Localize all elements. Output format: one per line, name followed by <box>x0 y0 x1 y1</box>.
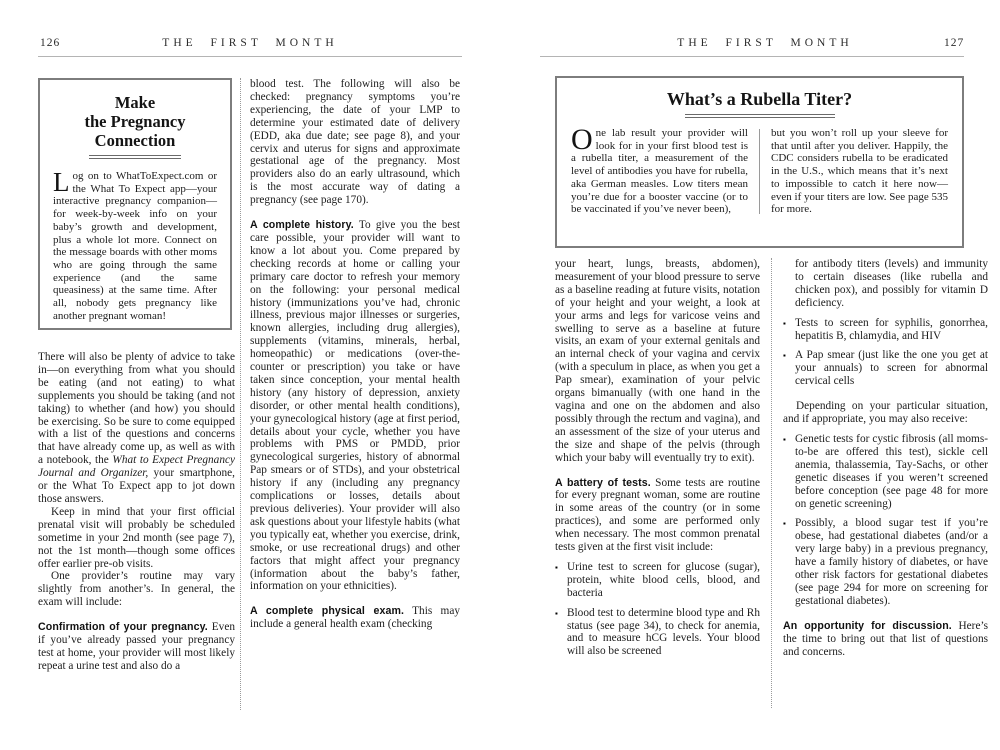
right-page-column-1 <box>555 258 760 658</box>
rubella-box-title: What’s a Rubella Titer? <box>666 89 853 109</box>
sidebar-title-line-2: the Pregnancy <box>84 112 186 131</box>
list-item-text: Possibly, a blood sugar test if you’re obese, had gestational diabetes (and/or a very large baby) in a previous pregnancy, have a family history of diabetes, or have other risk factors for gestational diabetes (see page 294 for more on screening for gestational diabetes). <box>795 517 988 607</box>
paragraph <box>38 621 235 673</box>
list-item <box>555 561 760 600</box>
run-in-heading: A complete physical exam. <box>250 605 405 618</box>
sidebar-title-line-3: Connection <box>94 131 176 150</box>
right-page-column-2 <box>783 258 988 658</box>
list-item <box>783 517 988 607</box>
paragraph-text: To give you the best care possible, your provider will want to know a lot about you. Come prepared by checking records at home or calling your primary care doctor to refresh your memory on the following: your personal medical history (immunizations you’ve had, chronic illness, previous major illnesses or surgeries, known allergies, including drug allergies), supplements (vitamins, minerals, herbal, homeopathic) or medications (over-the-counter or prescription) you take or have taken since conception, your mental health history (any history of depression, anxiety disorder, or other mental health conditions), your gynecological history (age at first period, details about your cycle, whether you have problems with PMS or PMDD, prior gynecological surgeries, history of abnormal Pap smears or of STDs), and your obstetrical history if any (including any pregnancy complications or losses, details about previous deliveries). Your provider will also ask questions about your lifestyle habits (what you typically eat, whether you exercise, drink, smoke, or use recreational drugs) and other factors that might affect your pregnancy (information about the baby’s father, information on your ethnicities). <box>250 219 460 593</box>
list-item <box>783 349 988 388</box>
paragraph: Keep in mind that your first official prenatal visit will probably be scheduled sometime in your 2nd month (see page 7), not the 1st month—though some offices offer earlier pre-ob visits. <box>38 505 235 570</box>
header-rule-left <box>38 56 462 57</box>
running-head-left: THE FIRST MONTH <box>162 37 338 49</box>
list-item <box>555 607 760 659</box>
book-title-italic: What to Expect Pregnancy Journal and Organizer, <box>38 454 235 480</box>
rubella-box-columns <box>571 123 948 216</box>
column-separator-left-page <box>240 78 241 710</box>
run-in-heading: Confirmation of your pregnancy. <box>38 621 208 634</box>
list-item <box>783 317 988 343</box>
paragraph <box>38 351 235 506</box>
title-double-rule <box>685 114 835 118</box>
paragraph <box>250 605 460 631</box>
paragraph: Depending on your particular situation, and if appropriate, you may also receive: <box>783 400 988 426</box>
paragraph-text: your smartphone, or the What To Expect app to jot down those answers. <box>38 467 235 505</box>
title-double-rule <box>89 155 181 159</box>
list-item-text: A Pap smear (just like the one you get at your annuals) to screen for abnormal cervical cells <box>795 349 988 388</box>
bullet-square-icon: ▪ <box>783 434 786 444</box>
paragraph: your heart, lungs, breasts, abdomen), measurement of your blood pressure to serve as a baseline reading at future visits, notation of your height and your weight, a look at your arms and legs for varicose veins and swelling to serve as a baseline at future visits, an exam of your external genitals and an internal check of your vagina and cervix (with a speculum in place, as when you get a Pap smear), examination of your pelvic organs bimanually (with one hand in the vagina and one on the abdomen and also possibly through the rectum and vagina), and an assessment of the size of your uterus and the size and shape of the pelvis (through which your baby will eventually try to exit). <box>555 258 760 464</box>
list-item-text: Tests to screen for syphilis, gonorrhea, hepatitis B, chlamydia, and HIV <box>795 316 988 342</box>
paragraph: One provider’s routine may vary slightly from another’s. In general, the exam will include: <box>38 570 235 609</box>
sidebar-box-title <box>53 93 217 150</box>
bullet-square-icon: ▪ <box>783 318 786 328</box>
feature-box-rubella-titer <box>555 76 964 248</box>
paragraph-continuation: for antibody titers (levels) and immunity to certain diseases (like rubella and chicken pox), and possibly for vitamin D deficiency. <box>795 258 988 309</box>
list-item-text: Genetic tests for cystic fibrosis (all moms-to-be are offered this test), sickle cell anemia, thalassemia, Tay-Sachs, or other genetic diseases if you weren’t screened before conception (see page 48 for more on genetic screening) <box>795 432 988 510</box>
run-in-heading: An opportunity for discussion. <box>783 619 952 632</box>
bullet-square-icon: ▪ <box>555 608 558 618</box>
header-rule-right <box>540 56 964 57</box>
paragraph <box>250 219 460 593</box>
column-separator-right-page <box>771 258 772 708</box>
sidebar-box-text: og on to WhatToExpect.com or the What To Expect app—your interactive pregnancy companion—for week-by-week info on your baby’s growth and development, plus a whole lot more. Connect on the message boards with other moms who are going through the same experience (and the same queasiness) at the same time. After all, nobody gets pregnancy like another pregnant woman! <box>53 170 217 322</box>
paragraph: blood test. The following will also be checked: pregnancy symptoms you’re experiencing, the date of your LMP to determine your estimated date of delivery (EDD, aka due date; see page 8), and your cervix and uterus for signs and approximate gestational age of the pregnancy. Most providers also do an early ultrasound, which is the most accurate way of dating a pregnancy (see page 170). <box>250 78 460 207</box>
dropcap-letter: L <box>53 167 70 197</box>
paragraph <box>783 620 988 659</box>
sidebar-box-body <box>53 167 217 322</box>
left-page-column-2 <box>250 78 460 631</box>
run-in-heading: A complete history. <box>250 219 354 232</box>
bullet-square-icon: ▪ <box>783 351 786 361</box>
rubella-box-column-2: but you won’t roll up your sleeve for that until after you deliver. Happily, the CDC considers rubella to be eradicated in the U.S., which means that it’s next to impossible to catch it here now—even if your titers are low. See page 535 for more. <box>771 127 948 216</box>
list-item <box>783 433 988 510</box>
sidebar-title-line-1: Make <box>114 93 156 112</box>
bullet-square-icon: ▪ <box>555 562 558 572</box>
paragraph-text: There will also be plenty of advice to take in—on everything from what you should be eating (and not eating) to what supplements you should be taking (and not taking) to whether (and how) you should be exercising. So be sure to come equipped with a list of the questions and concerns that have already come up, as well as with a notebook, the <box>38 351 235 467</box>
paragraph <box>555 477 760 554</box>
rubella-box-column-1 <box>571 123 748 216</box>
rubella-box-text-1: ne lab result your provider will look for in your first blood test is a rubella titer, a measurement of the level of antibodies you have for rubella, aka German measles. Low titers mean you’re due for a booster vaccine (or to be vaccinated if you’ve never been), <box>571 127 748 216</box>
dropcap-letter: O <box>571 123 593 156</box>
paragraph-text: This may include a general health exam (checking <box>250 605 461 631</box>
sidebar-box-pregnancy-connection <box>38 78 232 330</box>
page-number-left: 126 <box>40 37 61 49</box>
page-number-right: 127 <box>944 37 965 49</box>
bullet-square-icon: ▪ <box>783 519 786 529</box>
list-item-text: Blood test to determine blood type and Rh status (see page 34), to check for anemia, and to measure hCG levels. Your blood will also be screened <box>567 606 760 658</box>
run-in-heading: A battery of tests. <box>555 476 651 489</box>
paragraph-text: Here’s the time to bring out that list of questions and concerns. <box>783 619 988 658</box>
paragraph-text: Even if you’ve already passed your pregnancy test at home, your provider will most likely repeat a urine test and also do a <box>38 621 235 672</box>
paragraph-text: Some tests are routine for every pregnant woman, some are routine in some areas of the country (or in some practices), and some are performed only when necessary. The most common prenatal tests given at the first visit include: <box>555 476 761 554</box>
running-head-right: THE FIRST MONTH <box>677 37 853 49</box>
left-page-column-1 <box>38 351 235 673</box>
list-item-text: Urine test to screen for glucose (sugar), protein, white blood cells, blood, and bacteria <box>567 560 760 599</box>
box-column-divider <box>759 129 760 214</box>
